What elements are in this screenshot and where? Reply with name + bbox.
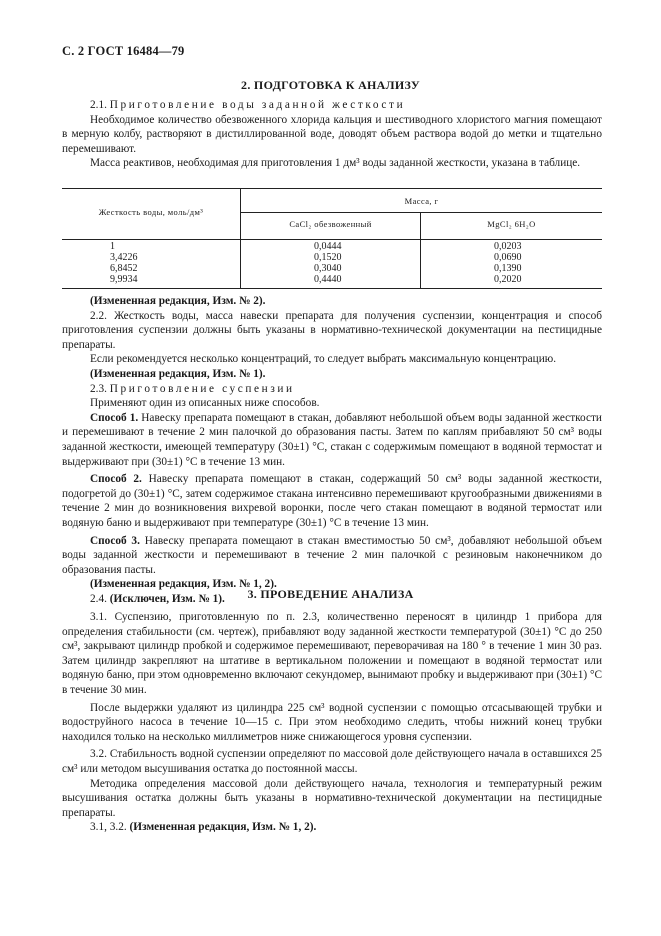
col-hardness-header: Жесткость воды, моль/дм³ — [98, 207, 204, 217]
cell-cacl2: 0,0444 — [314, 241, 342, 252]
table-row — [62, 264, 602, 274]
page-header: С. 2 ГОСТ 16484—79 — [62, 44, 185, 58]
table-row — [62, 253, 602, 263]
cell-hardness: 9,9934 — [110, 274, 138, 285]
clause-2-2: 2.2. Жесткость воды, масса навески препарата для получения суспензии, концентрация и способ приготовления суспензии должны быть указаны в нормативно-технической документации на пестицидные препараты. — [62, 309, 602, 351]
table-row — [62, 275, 602, 285]
clause-2-1 — [62, 98, 602, 113]
col-mass-header: Масса, г — [404, 196, 439, 206]
clause-3-2-b: Методика определения массовой доли действующего начала, технология и температурный режим высушивания остатка должны быть указаны в нормативно-технической документации на пестицидные препараты. — [62, 777, 602, 819]
cell-hardness: 1 — [110, 241, 115, 252]
cell-hardness: 3,4226 — [110, 252, 138, 263]
table-row — [62, 242, 602, 252]
edition-note: 3.1, 3.2. (Измененная редакция, Изм. № 1, 2). — [90, 821, 317, 834]
cell-cacl2: 0,4440 — [314, 274, 342, 285]
method-3: Способ 3. Навеску препарата помещают в стакан вместимостью 50 см³, добавляют небольшой объем воды заданной жесткости и перемешивают в течение 2 мин палочкой с резиновым наконечником до образования пасты. — [62, 534, 602, 576]
edition-note: (Измененная редакция, Изм. № 2). — [90, 295, 266, 307]
cell-hardness: 6,8452 — [110, 263, 138, 274]
clause-2-3 — [62, 382, 602, 397]
section-2-intro — [62, 98, 602, 171]
clause-heading: Приготовление суспензии — [109, 382, 295, 395]
section-2-title: 2. ПОДГОТОВКА К АНАЛИЗУ — [241, 78, 420, 92]
clause-number: 2.1. — [90, 99, 110, 111]
col-cacl2-header: CaCl₂ обезвоженный — [289, 219, 372, 229]
clause-3-2: 3.2. Стабильность водной суспензии определяют по массовой доле действующего начала в оставшихся 25 см³ или методом высушивания остатка до постоянной массы. — [62, 748, 602, 775]
section-3-body — [62, 610, 602, 835]
cell-mgcl2: 0,0203 — [494, 241, 522, 252]
clause-2-4: 2.4. (Исключен, Изм. № 1). — [90, 592, 225, 605]
edition-note: (Измененная редакция, Изм. № 1, 2). — [90, 578, 277, 591]
method-1: Способ 1. Навеску препарата помещают в стакан, добавляют небольшой объем воды заданной жесткости и перемешивают в течение 2 мин палочкой до образования пасты. Затем по каплям прибавляют 50 см³ воды заданной жесткости, имеющей температуру (30±1) °С, стакан с содержимым помещают в водяной термостат и выдерживают при (30±1) °С в течение 13 мин. — [62, 411, 602, 468]
clause-number: 2.3. — [90, 382, 110, 395]
cell-cacl2: 0,3040 — [314, 263, 342, 274]
cell-cacl2: 0,1520 — [314, 252, 342, 263]
reagent-table — [62, 188, 602, 289]
clause-heading: Приготовление воды заданной жесткости — [109, 99, 406, 111]
clause-2-2-note: Если рекомендуется несколько концентраций, то следует выбрать максимальную концентрацию. — [90, 353, 557, 366]
section-2-body — [62, 294, 602, 606]
edition-note: (Измененная редакция, Изм. № 1). — [90, 367, 266, 380]
cell-mgcl2: 0,0690 — [494, 252, 522, 263]
cell-mgcl2: 0,2020 — [494, 274, 522, 285]
clause-3-1: 3.1. Суспензию, приготовленную по п. 2.3, количественно переносят в цилиндр 1 прибора для определения стабильности (см. чертеж), прибавляют воду заданной жесткости температурой (30±1) °С до 250 см³, закрывают цилиндр пробкой и содержимое перемешивают, переворачивая на 180 ° в течение 1 мин 30 раз. Затем цилиндр закрепляют на штативе в вертикальном положении и помещают в водяной термостат или водяную баню, при этом одновременно включают секундомер, вынимают пробку и выдерживают при (30±1) °С в течение 30 мин. — [62, 611, 602, 696]
table-body — [62, 240, 602, 289]
method-2: Способ 2. Навеску препарата помещают в стакан, содержащий 50 см³ воды заданной жесткости, подогретой до (30±1) °С, затем содержимое стакана интенсивно перемешивают кругообразными движениями в течение 2 мин до возникновения вихревой воронки, после чего стакан помещают в водяной термостат или водяную баню и выдерживают при температуре (30±1) °С в течение 13 мин. — [62, 473, 602, 529]
col-mgcl2-header: MgCl₂ 6H₂O — [487, 219, 536, 229]
clause-2-1-text: Необходимое количество обезвоженного хлорида кальция и шестиводного хлористого магния помещают в мерную колбу, растворяют в дистиллированной воде, доводят объем раствора водой до метки и тщательно перемешивают. — [62, 113, 602, 155]
clause-3-1-b: После выдержки удаляют из цилиндра 225 см³ водной суспензии с помощью отсасывающей трубки и водоструйного насоса в течение 10—15 с. При этом необходимо следить, чтобы нижний конец трубки находился только на несколько миллиметров ниже снижающегося уровня суспензии. — [62, 701, 602, 743]
clause-2-3-text: Применяют один из описанных ниже способов. — [90, 397, 320, 410]
clause-2-1-mass: Масса реактивов, необходимая для приготовления 1 дм³ воды заданной жесткости, указана в таблице. — [90, 157, 581, 170]
section-3-title: 3. ПРОВЕДЕНИЕ АНАЛИЗА — [247, 587, 414, 601]
cell-mgcl2: 0,1390 — [494, 263, 522, 274]
table-header — [62, 189, 602, 240]
